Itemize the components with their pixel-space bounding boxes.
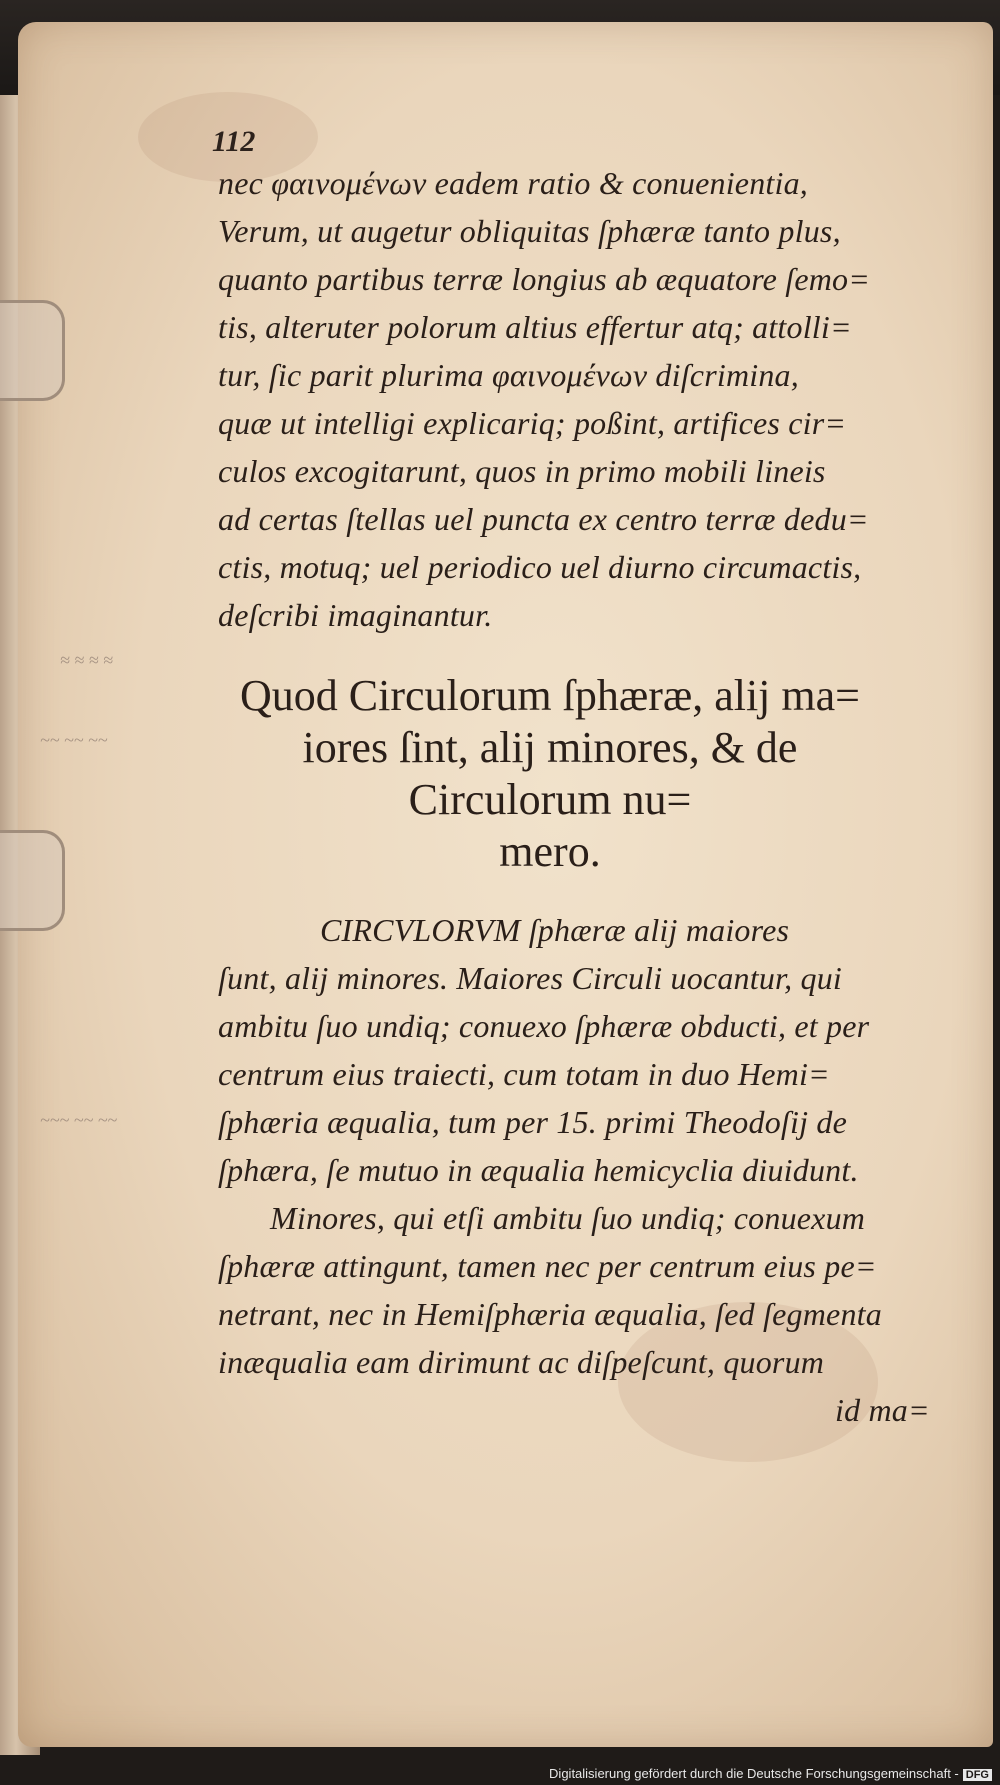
text-line: nec φαινομένων eadem ratio & conuenientia, [218,165,808,201]
dfg-logo: DFG [963,1769,992,1781]
book-clasp-tab [0,300,65,401]
text-line: ctis, motuq; uel periodico uel diurno circumactis, [218,549,862,585]
page-number: 112 [212,125,256,158]
bleed-through-marginalia: ~~~ ~~ ~~ [40,1110,118,1130]
text-line: Minores, qui etſi ambitu ſuo undiq; conuexum [270,1200,866,1236]
text-line: tur, ſic parit plurima φαινομένων diſcrimina, [218,357,799,393]
text-line: tis, alteruter polorum altius effertur atq; attolli= [218,309,852,345]
text-line: ſphæria æqualia, tum per 15. primi Theodoſij de [218,1104,847,1140]
text-line: ſphæra, ſe mutuo in æqualia hemicyclia diuidunt. [218,1152,859,1188]
text-line: culos excogitarunt, quos in primo mobili lineis [218,453,826,489]
text-line: netrant, nec in Hemiſphæria æqualia, ſed ſegmenta [218,1296,882,1332]
text-line: quanto partibus terræ longius ab æquatore ſemo= [218,261,871,297]
section-heading-line: iores ſint, alij minores, & de [302,723,798,772]
text-line: quæ ut intelligi explicariq; poßint, artifices cir= [218,405,847,441]
text-line: ſunt, alij minores. Maiores Circuli uocantur, qui [218,960,843,996]
text-line: inæqualia eam dirimunt ac diſpeſcunt, quorum [218,1344,825,1380]
bleed-through-marginalia: ~~ ~~ ~~ [40,730,108,750]
text-line: ad certas ſtellas uel puncta ex centro terræ dedu= [218,501,869,537]
text-line: CIRCVLORVM ſphæræ alij maiores [320,912,790,948]
book-clasp-tab [0,830,65,931]
section-heading-line: mero. [499,827,601,876]
text-line: ſphæræ attingunt, tamen nec per centrum eius pe= [218,1248,877,1284]
text-line: centrum eius traiecti, cum totam in duo Hemi= [218,1056,830,1092]
text-line: Verum, ut augetur obliquitas ſphæræ tanto plus, [218,213,841,249]
section-heading-line: Circulorum nu= [408,775,692,824]
text-line: deſcribi imaginantur. [218,597,493,633]
digitization-credit [549,1766,992,1781]
text-line: ambitu ſuo undiq; conuexo ſphæræ obducti, et per [218,1008,870,1044]
bleed-through-marginalia: ≈ ≈ ≈ ≈ [60,650,114,670]
credit-text: Digitalisierung gefördert durch die Deutsche Forschungsgemeinschaft - [549,1766,959,1781]
section-heading-line: Quod Circulorum ſphæræ, alij ma= [240,671,860,720]
catchword: id ma= [835,1392,930,1428]
